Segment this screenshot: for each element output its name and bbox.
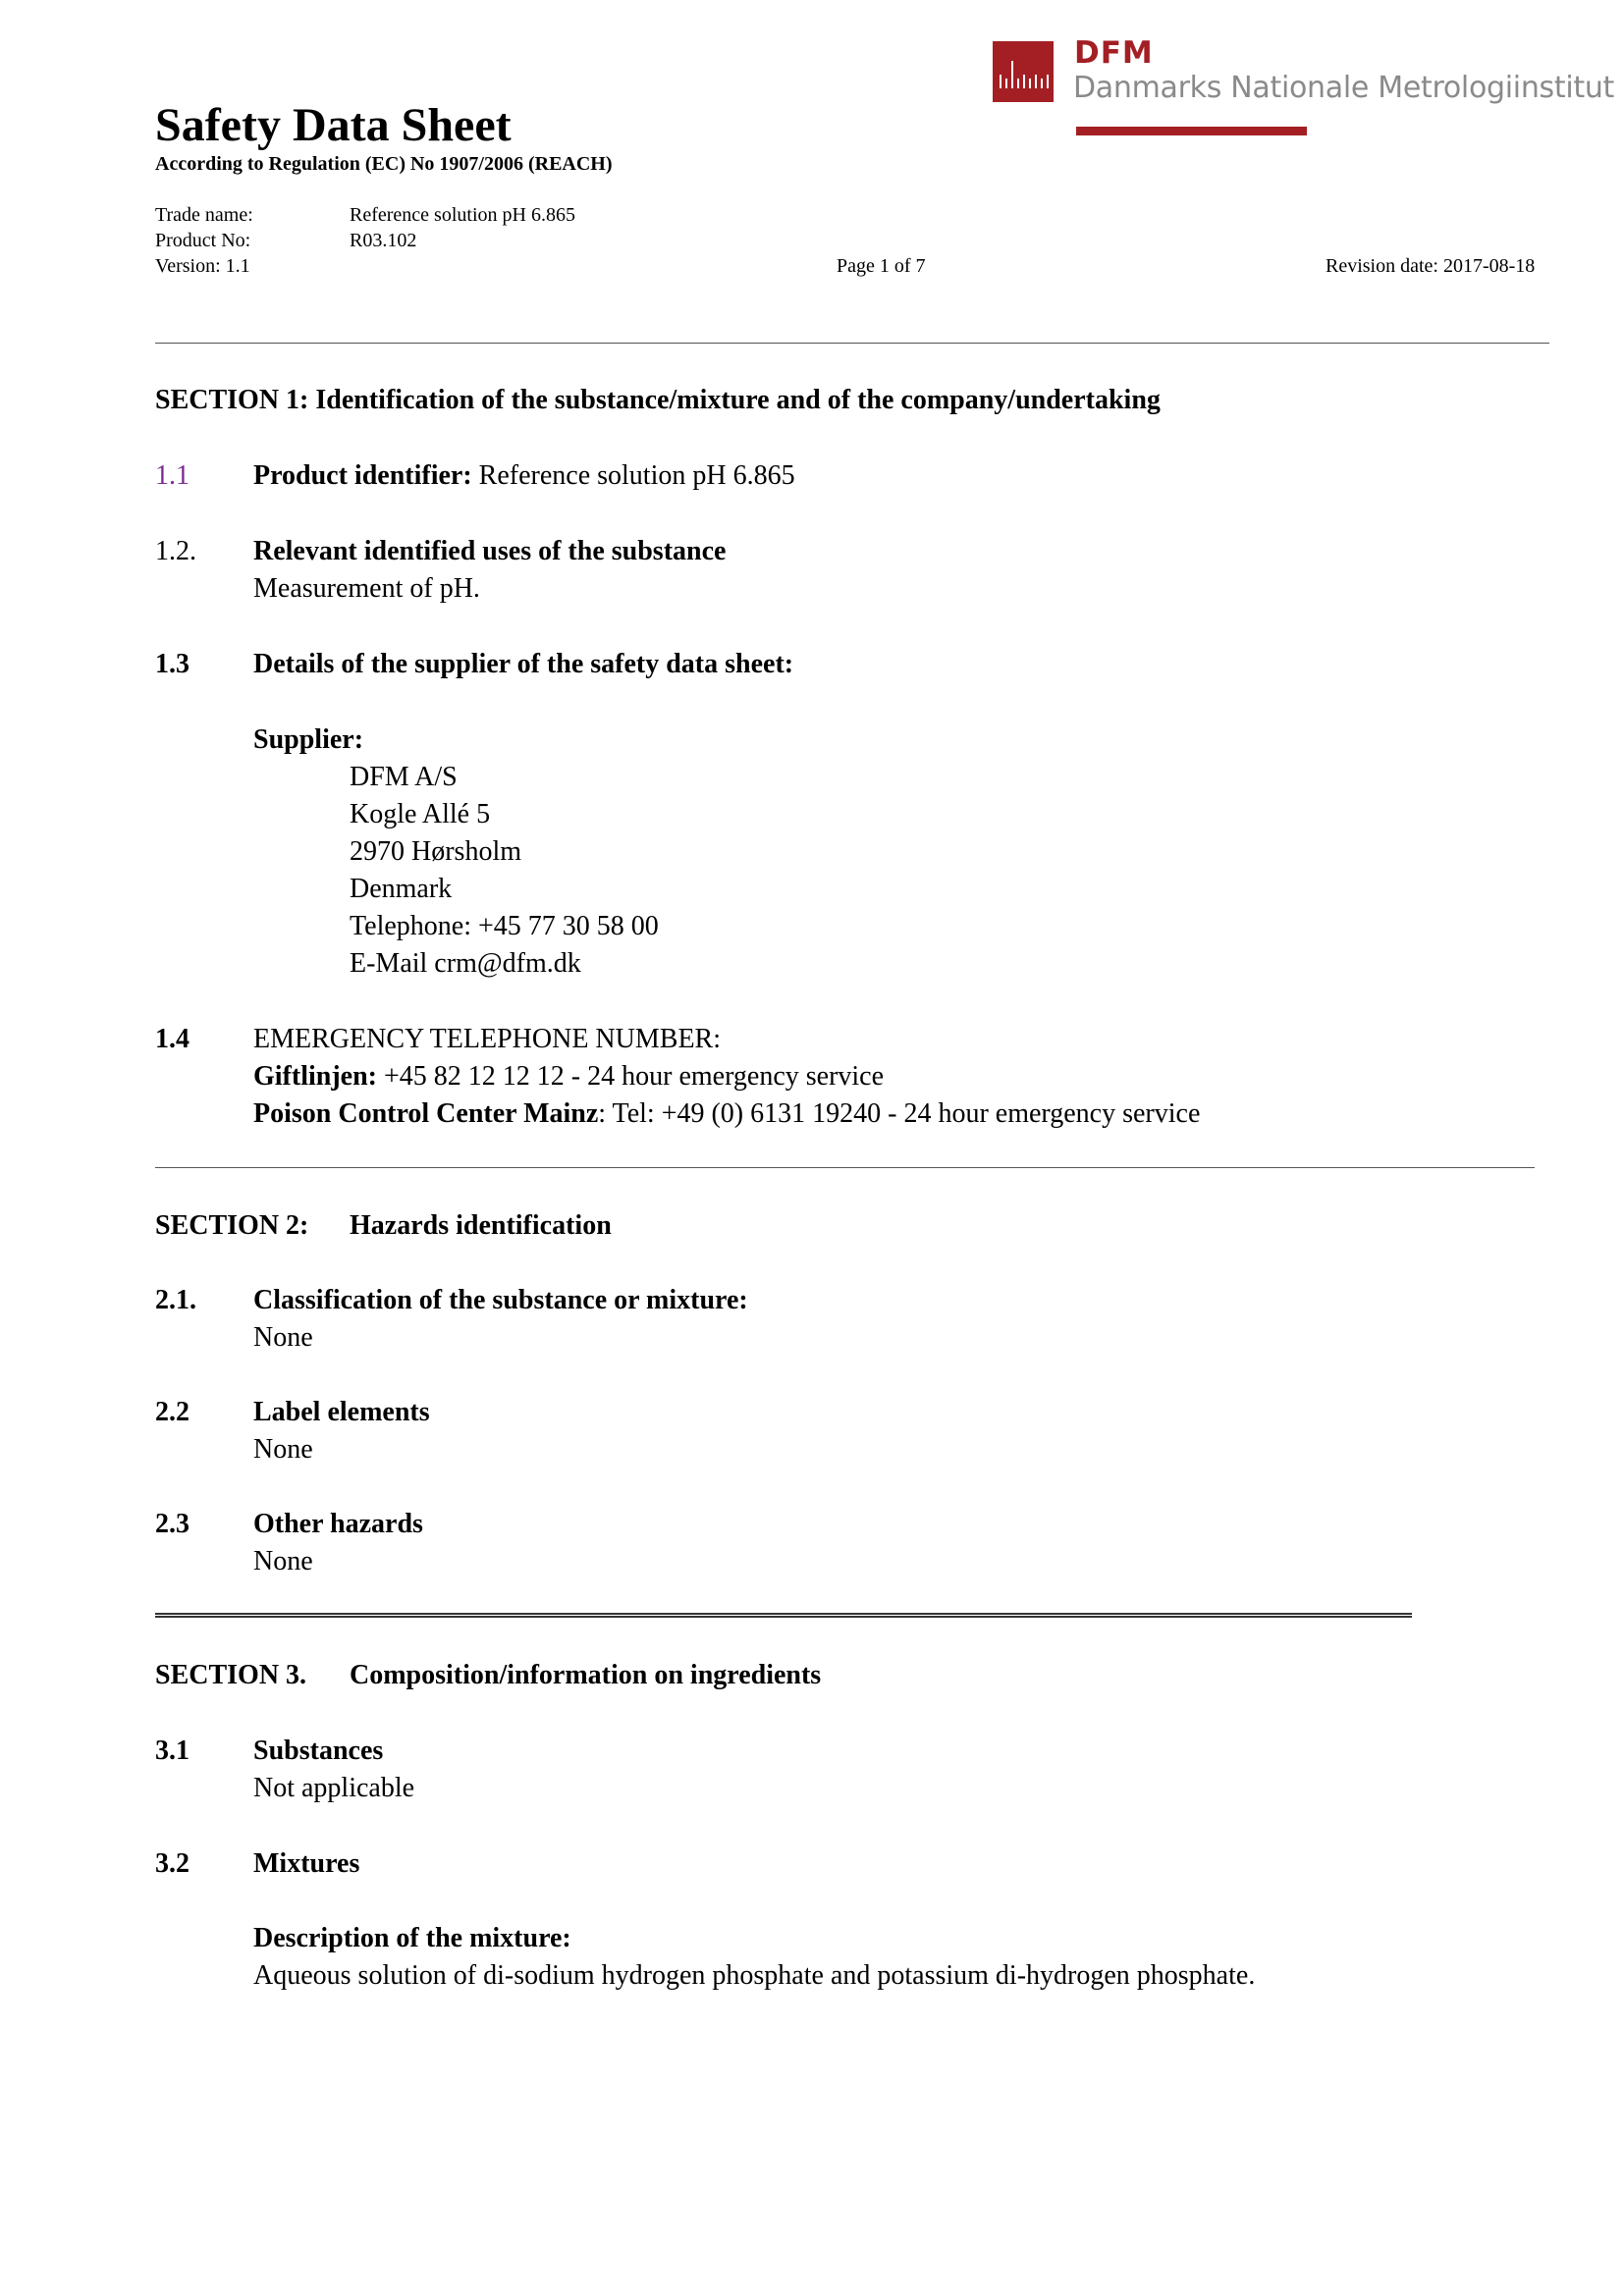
section-1-title: SECTION 1: Identification of the substance/mixture and of the company/undertaking	[155, 385, 1161, 415]
supplier-telephone: Telephone: +45 77 30 58 00	[350, 911, 659, 941]
mixture-description-label: Description of the mixture:	[253, 1923, 571, 1953]
section-3-title-prefix: SECTION 3.	[155, 1660, 307, 1690]
label-elements-value: None	[253, 1434, 313, 1465]
classification-label: Classification of the substance or mixture:	[253, 1285, 748, 1315]
product-identifier-label: Product identifier:	[253, 460, 472, 491]
item-3-2-number: 3.2	[155, 1848, 189, 1879]
mixture-description-value: Aqueous solution of di-sodium hydrogen phosphate and potassium di-hydrogen phosphate.	[253, 1960, 1256, 1991]
item-1-2-number: 1.2.	[155, 536, 196, 566]
mainz-line	[253, 1098, 1200, 1130]
page-number: Page 1 of 7	[837, 255, 926, 277]
trade-name-label: Trade name:	[155, 204, 253, 226]
supplier-line: DFM A/S	[350, 762, 458, 792]
item-1-3-number: 1.3	[155, 649, 189, 679]
revision-date: Revision date: 2017-08-18	[1326, 255, 1536, 277]
section-2-title-prefix: SECTION 2:	[155, 1210, 309, 1241]
supplier-line: 2970 Hørsholm	[350, 836, 521, 867]
other-hazards-value: None	[253, 1546, 313, 1576]
item-3-1-number: 3.1	[155, 1735, 189, 1766]
product-no-value: R03.102	[350, 230, 417, 251]
other-hazards-label: Other hazards	[253, 1509, 423, 1539]
mainz-value: : Tel: +49 (0) 6131 19240 - 24 hour emergency service	[598, 1098, 1201, 1129]
supplier-line: Denmark	[350, 874, 453, 904]
section-2-divider	[155, 1613, 1412, 1618]
giftlinjen-value: +45 82 12 12 12 - 24 hour emergency service	[377, 1061, 885, 1092]
substances-value: Not applicable	[253, 1773, 415, 1803]
item-2-2-number: 2.2	[155, 1397, 189, 1427]
mixtures-label: Mixtures	[253, 1848, 360, 1879]
item-1-4-number: 1.4	[155, 1024, 189, 1054]
mainz-label: Poison Control Center Mainz	[253, 1098, 599, 1129]
supplier-label: Supplier:	[253, 724, 364, 755]
section-3-title: Composition/information on ingredients	[350, 1660, 822, 1690]
supplier-email: E-Mail crm@dfm.dk	[350, 948, 581, 979]
document-subtitle: According to Regulation (EC) No 1907/2006 (REACH)	[155, 153, 613, 175]
logo-abbreviation: DFM	[1074, 35, 1154, 71]
item-1-1-number: 1.1	[155, 460, 189, 491]
item-1-1-line	[253, 460, 795, 492]
logo-institute-name: Danmarks Nationale Metrologiinstitut	[1073, 71, 1614, 105]
item-2-1-number: 2.1.	[155, 1285, 196, 1315]
document-title: Safety Data Sheet	[155, 99, 512, 151]
substances-label: Substances	[253, 1735, 384, 1766]
product-no-label: Product No:	[155, 230, 251, 251]
relevant-uses-value: Measurement of pH.	[253, 573, 480, 604]
product-identifier-value: Reference solution pH 6.865	[471, 460, 795, 491]
section-1-divider	[155, 1167, 1535, 1168]
section-2-title: Hazards identification	[350, 1210, 612, 1241]
giftlinjen-line	[253, 1061, 884, 1093]
trade-name-value: Reference solution pH 6.865	[350, 204, 575, 226]
label-elements-label: Label elements	[253, 1397, 430, 1427]
version: Version: 1.1	[155, 255, 250, 277]
emergency-number-heading: EMERGENCY TELEPHONE NUMBER:	[253, 1024, 721, 1054]
classification-value: None	[253, 1322, 313, 1353]
header-divider	[155, 343, 1549, 344]
relevant-uses-label: Relevant identified uses of the substance	[253, 536, 727, 566]
item-2-3-number: 2.3	[155, 1509, 189, 1539]
giftlinjen-label: Giftlinjen:	[253, 1061, 377, 1092]
logo-accent-bar	[1076, 127, 1307, 135]
supplier-details-label: Details of the supplier of the safety data sheet:	[253, 649, 794, 679]
dfm-logo-mark	[993, 41, 1054, 102]
supplier-line: Kogle Allé 5	[350, 799, 491, 829]
